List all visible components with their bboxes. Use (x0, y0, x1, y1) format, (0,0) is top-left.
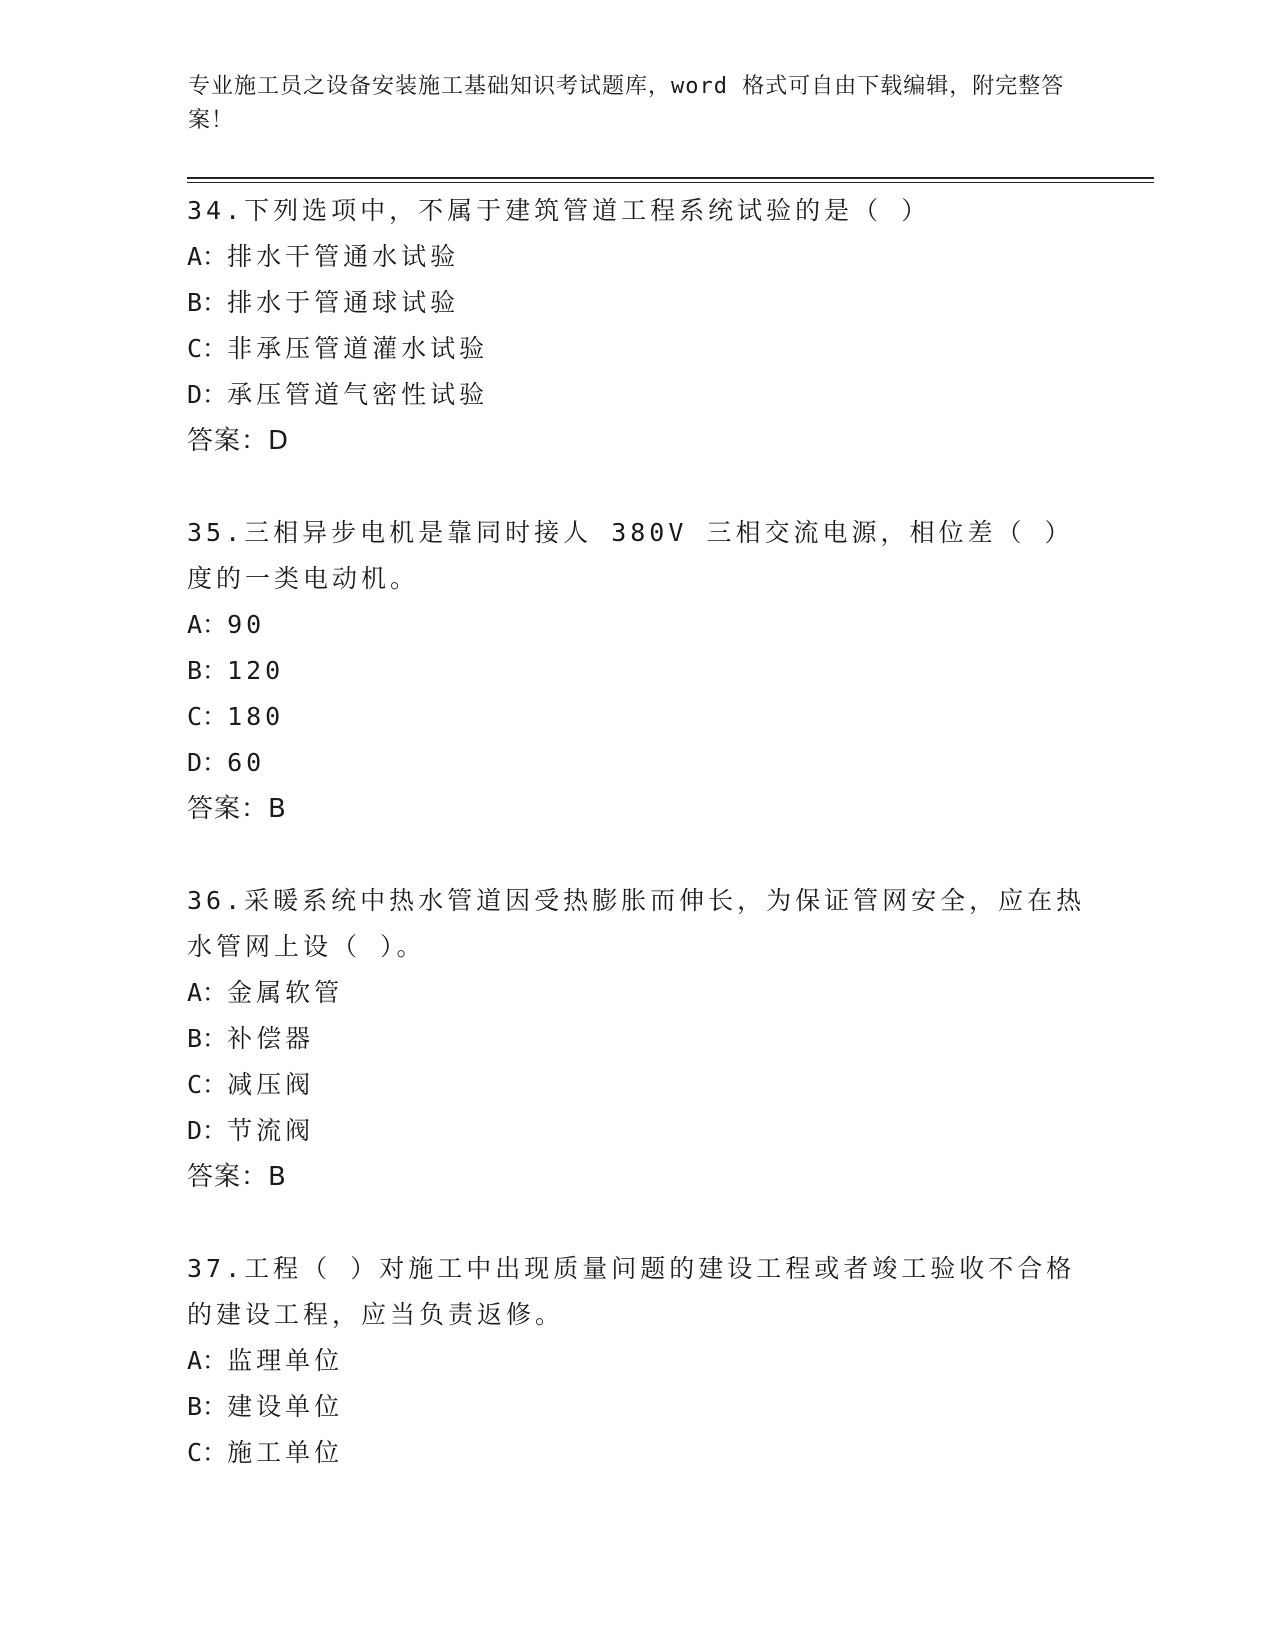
option-text: 排水于管通球试验 (227, 288, 460, 317)
option-c (187, 694, 1087, 740)
option-letter: D： (187, 1116, 228, 1145)
question-36 (187, 878, 1087, 1200)
option-text: 承压管道气密性试验 (227, 380, 489, 409)
option-letter: C： (187, 1438, 228, 1467)
option-d (187, 1108, 1087, 1154)
option-d (187, 372, 1087, 418)
question-list (187, 188, 1087, 1522)
question-37 (187, 1246, 1087, 1476)
option-letter: C： (187, 1070, 228, 1099)
option-letter: B： (187, 1024, 228, 1053)
option-c (187, 1062, 1087, 1108)
option-b (187, 648, 1087, 694)
answer-line: 答案：B (187, 1162, 287, 1192)
option-letter: B： (187, 656, 228, 685)
option-a (187, 234, 1087, 280)
header-divider-thick (187, 177, 1154, 179)
option-letter: C： (187, 334, 228, 363)
option-text: 减压阀 (227, 1070, 315, 1099)
option-letter: D： (187, 748, 228, 777)
option-letter: A： (187, 978, 228, 1007)
option-text: 节流阀 (227, 1116, 315, 1145)
option-letter: B： (187, 288, 228, 317)
option-letter: C： (187, 702, 228, 731)
option-letter: B： (187, 1392, 228, 1421)
option-text: 排水干管通水试验 (227, 242, 460, 271)
question-stem: 34.下列选项中，不属于建筑管道工程系统试验的是（ ） (187, 196, 931, 225)
option-text: 180 (227, 702, 285, 731)
question-34 (187, 188, 1087, 464)
question-stem: 37.工程（ ）对施工中出现质量问题的建设工程或者竣工验收不合格的建设工程，应当负责返修。 (187, 1254, 1076, 1329)
option-text: 120 (227, 656, 285, 685)
option-b (187, 1016, 1087, 1062)
option-text: 非承压管道灌水试验 (227, 334, 489, 363)
question-35 (187, 510, 1087, 832)
option-letter: A： (187, 610, 228, 639)
option-letter: A： (187, 1346, 228, 1375)
option-c (187, 1430, 1087, 1476)
option-b (187, 1384, 1087, 1430)
question-stem: 36.采暖系统中热水管道因受热膨胀而伸长，为保证管网安全，应在热水管网上设（ ）。 (187, 886, 1086, 961)
option-text: 建设单位 (227, 1392, 344, 1421)
header-divider-thin (187, 182, 1154, 183)
option-a (187, 970, 1087, 1016)
option-text: 90 (227, 610, 266, 639)
option-text: 金属软管 (227, 978, 344, 1007)
option-letter: A： (187, 242, 228, 271)
answer-line: 答案：B (187, 794, 287, 824)
option-text: 监理单位 (227, 1346, 344, 1375)
option-a (187, 1338, 1087, 1384)
option-d (187, 740, 1087, 786)
option-b (187, 280, 1087, 326)
option-text: 60 (227, 748, 266, 777)
option-letter: D： (187, 380, 228, 409)
answer-line: 答案：D (187, 426, 290, 456)
option-a (187, 602, 1087, 648)
option-text: 补偿器 (227, 1024, 315, 1053)
option-c (187, 326, 1087, 372)
document-header: 专业施工员之设备安装施工基础知识考试题库，word 格式可自由下载编辑，附完整答案！ (188, 74, 1065, 133)
option-text: 施工单位 (227, 1438, 344, 1467)
question-stem: 35.三相异步电机是靠同时接人 380V 三相交流电源，相位差（ ）度的一类电动机。 (187, 518, 1074, 593)
